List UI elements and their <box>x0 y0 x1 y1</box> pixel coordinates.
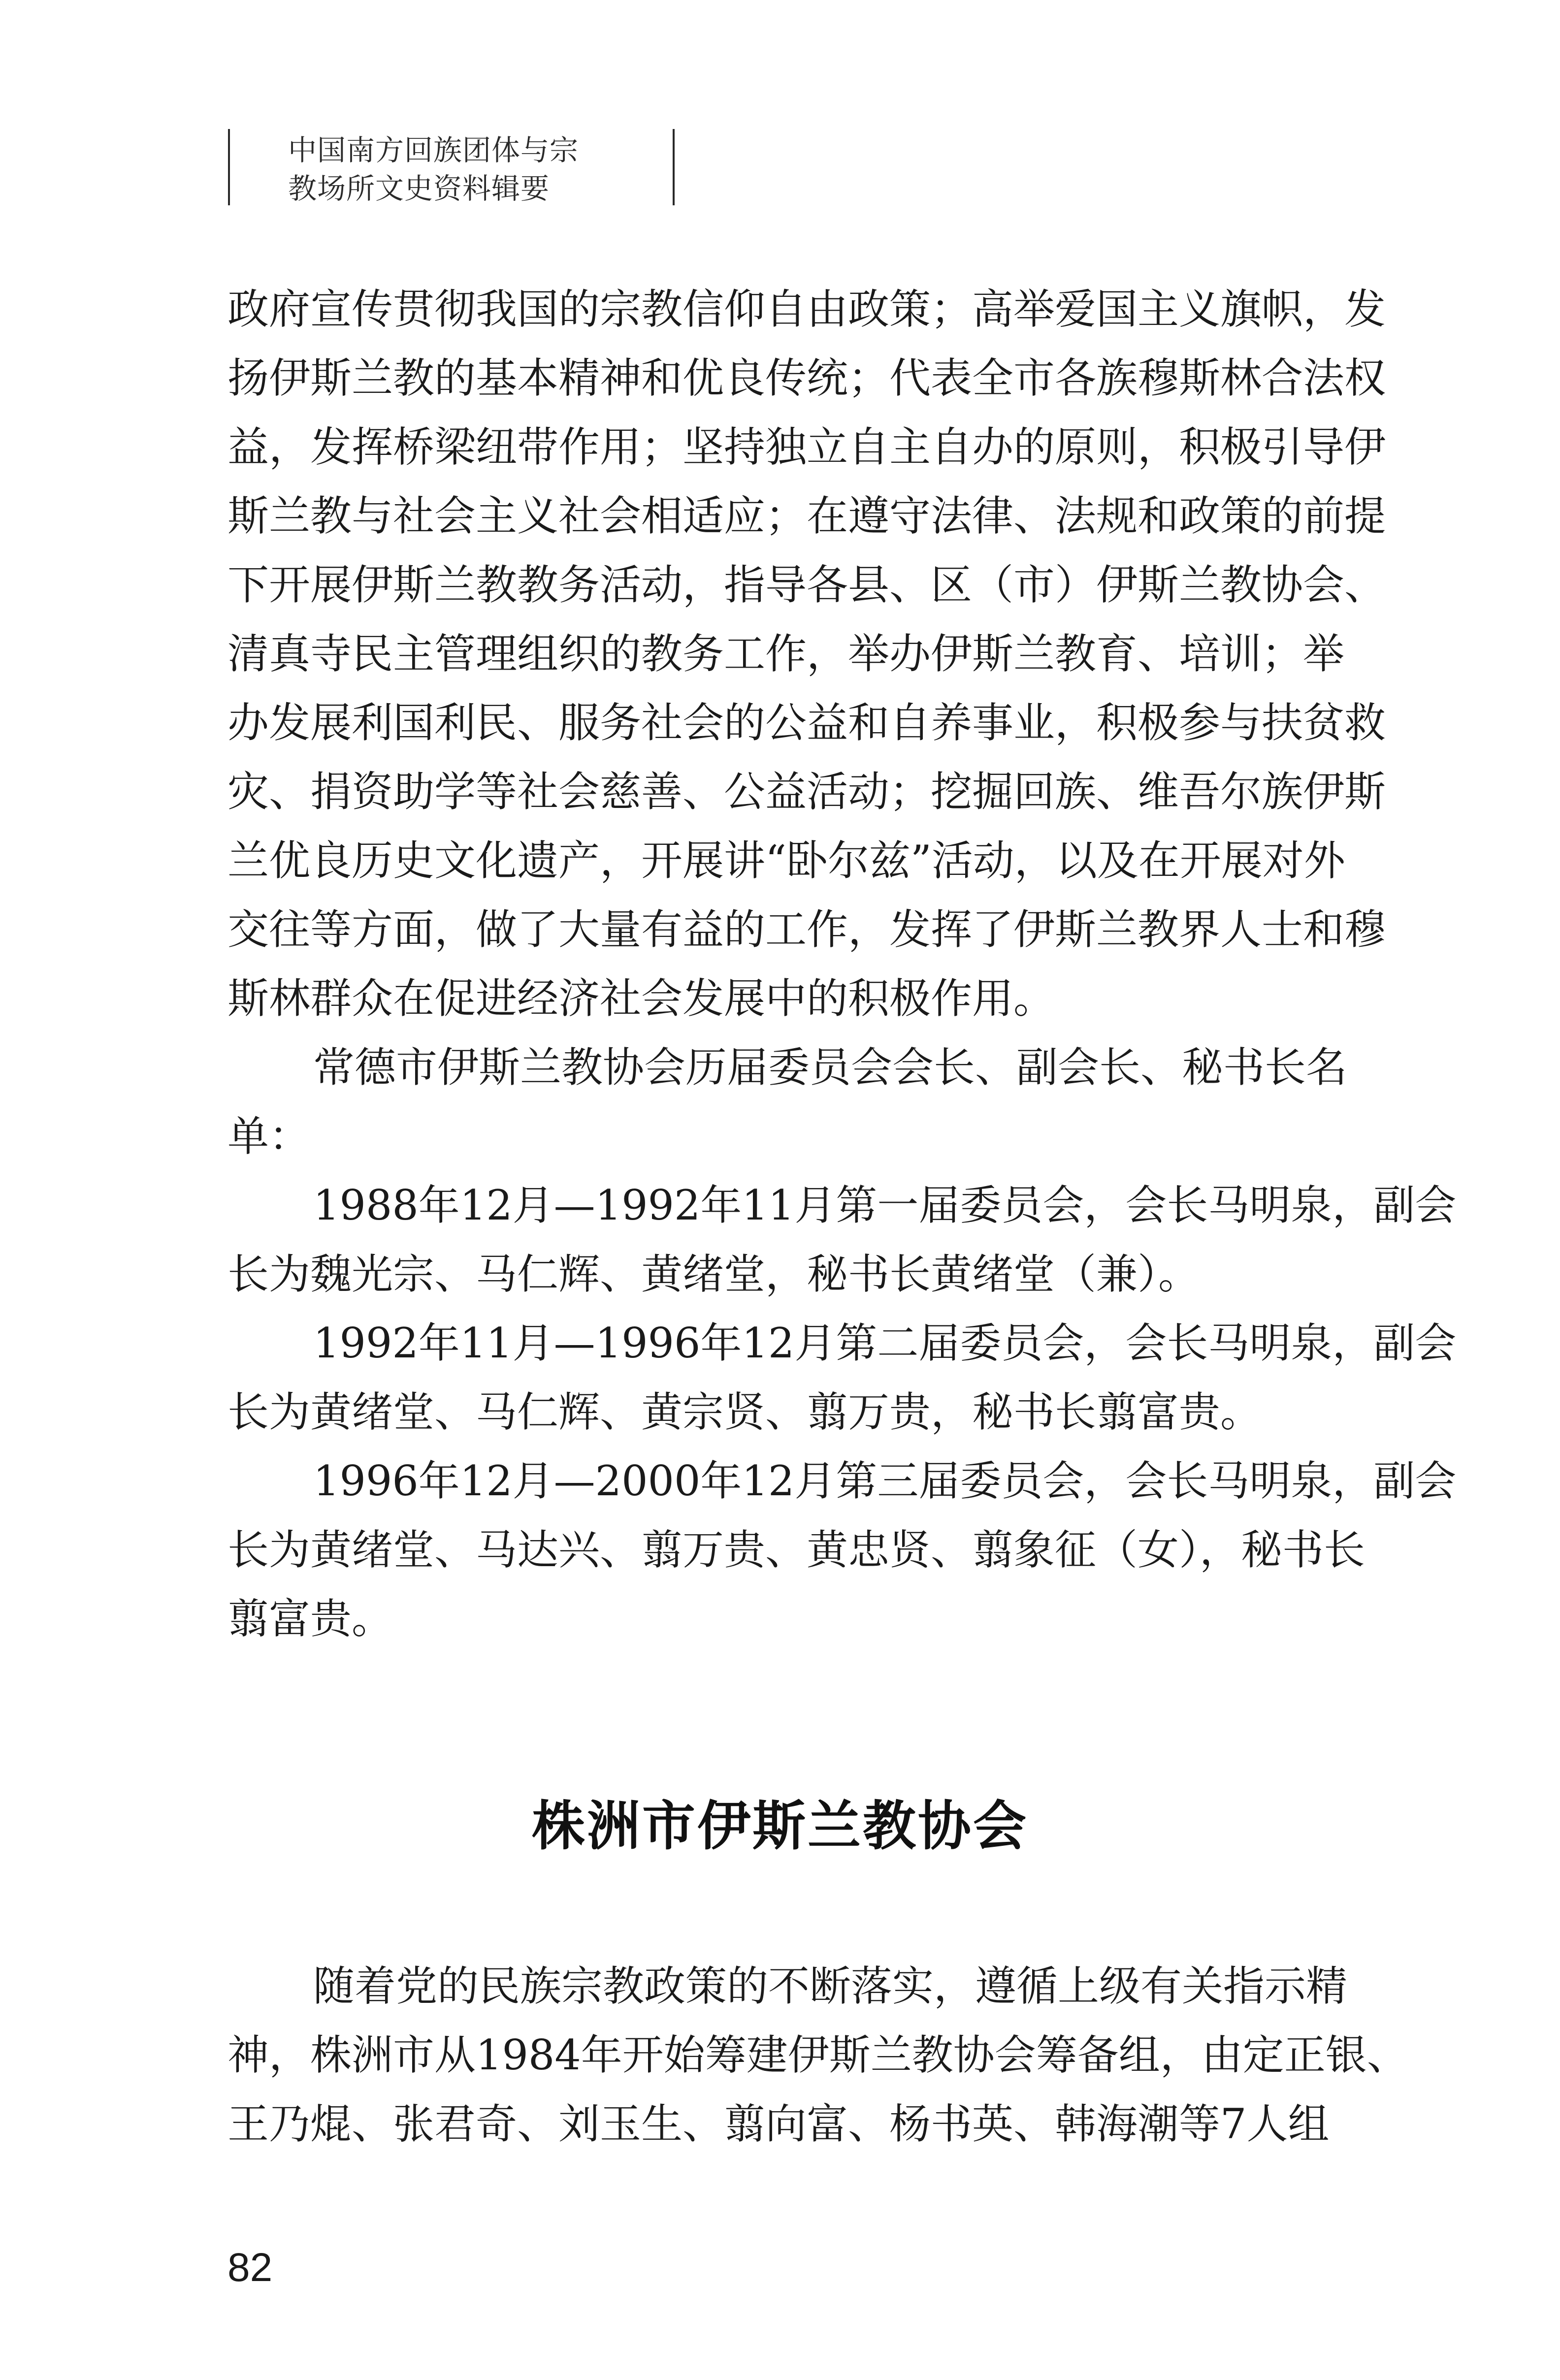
text-line: 兰优良历史文化遗产，开展讲“卧尔兹”活动，以及在开展对外 <box>228 836 1345 885</box>
text-line: 翦富贵。 <box>228 1595 393 1643</box>
text-line: 斯林群众在促进经济社会发展中的积极作用。 <box>228 974 1055 1023</box>
text-line: 1992年11月—1996年12月第二届委员会，会长马明泉，副会 <box>313 1319 1457 1367</box>
text-line: 神，株洲市从1984年开始筹建伊斯兰教协会筹备组，由定正银、 <box>228 2031 1408 2079</box>
text-line: 1988年12月—1992年11月第一届委员会，会长马明泉，副会 <box>313 1181 1457 1229</box>
text-line: 清真寺民主管理组织的教务工作，举办伊斯兰教育、培训；举 <box>228 630 1345 678</box>
text-line: 长为黄绪堂、马达兴、翦万贵、黄忠贤、翦象征（女），秘书长 <box>228 1526 1365 1574</box>
header-rule-left <box>228 129 230 205</box>
text-line: 斯兰教与社会主义社会相适应；在遵守法律、法规和政策的前提 <box>228 492 1386 540</box>
running-header-line-1: 中国南方回族团体与宗 <box>288 133 579 167</box>
header-rule-right <box>673 129 675 205</box>
text-line: 政府宣传贯彻我国的宗教信仰自由政策；高举爱国主义旗帜，发 <box>228 285 1386 333</box>
text-line: 长为黄绪堂、马仁辉、黄宗贤、翦万贵，秘书长翦富贵。 <box>228 1388 1262 1436</box>
text-line: 办发展利国利民、服务社会的公益和自养事业，积极参与扶贫救 <box>228 699 1386 747</box>
text-line: 下开展伊斯兰教教务活动，指导各县、区（市）伊斯兰教协会、 <box>228 561 1386 609</box>
body-text-top <box>228 275 1457 1653</box>
text-line: 长为魏光宗、马仁辉、黄绪堂，秘书长黄绪堂（兼）。 <box>228 1250 1200 1298</box>
text-line: 灾、捐资助学等社会慈善、公益活动；挖掘回族、维吾尔族伊斯 <box>228 768 1386 816</box>
text-line: 1996年12月—2000年12月第三届委员会，会长马明泉，副会 <box>313 1457 1457 1505</box>
section-heading: 株洲市伊斯兰教协会 <box>531 1796 1028 1857</box>
text-line: 交往等方面，做了大量有益的工作，发挥了伊斯兰教界人士和穆 <box>228 905 1386 954</box>
text-line: 王乃焜、张君奇、刘玉生、翦向富、杨书英、韩海潮等7人组 <box>228 2100 1330 2148</box>
text-line: 扬伊斯兰教的基本精神和优良传统；代表全市各族穆斯林合法权 <box>228 354 1386 402</box>
running-header-line-2: 教场所文史资料辑要 <box>288 172 550 205</box>
text-line: 单： <box>228 1112 311 1160</box>
text-line: 随着党的民族宗教政策的不断落实，遵循上级有关指示精 <box>313 1962 1348 2010</box>
running-header <box>288 131 662 208</box>
text-line: 益，发挥桥梁纽带作用；坚持独立自主自办的原则，积极引导伊 <box>228 423 1386 471</box>
body-text-bottom <box>228 1952 1414 2158</box>
text-line: 常德市伊斯兰教协会历届委员会会长、副会长、秘书长名 <box>313 1043 1348 1092</box>
page-number: 82 <box>228 2245 273 2290</box>
